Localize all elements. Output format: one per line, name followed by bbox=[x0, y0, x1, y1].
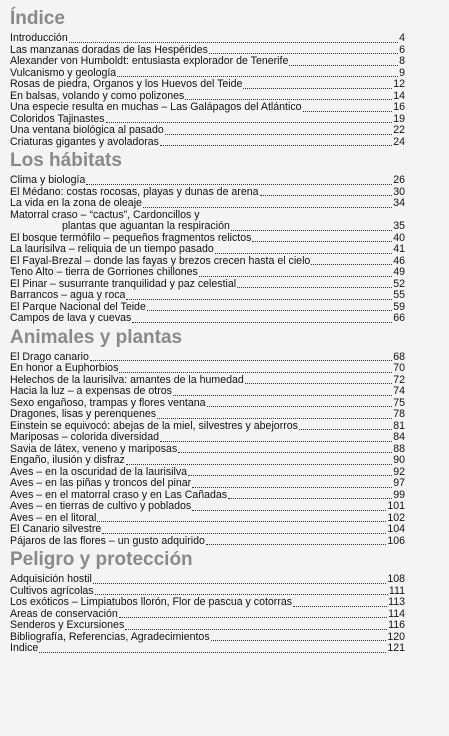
toc-entry[interactable] bbox=[10, 513, 405, 525]
toc-entry[interactable] bbox=[10, 279, 405, 291]
toc-entry[interactable] bbox=[10, 198, 405, 210]
dot-leader bbox=[299, 428, 392, 430]
entry-page-number: 111 bbox=[388, 584, 405, 597]
dot-leader bbox=[90, 359, 392, 361]
entry-title: El Canario silvestre bbox=[10, 524, 102, 535]
toc-entry[interactable] bbox=[10, 386, 405, 398]
entry-title: Pájaros de las flores – un gusto adquirido bbox=[10, 535, 205, 547]
entry-title: Los exóticos – Limpiatubos llorón, Flor de pascua y cotorras bbox=[10, 597, 293, 608]
entry-page-number: 108 bbox=[387, 573, 405, 585]
entry-title: Alexander von Humboldt: entusiasta explorador de Tenerife bbox=[10, 56, 289, 67]
entry-page-number: 52 bbox=[393, 277, 405, 290]
entry-title: Senderos y Excursiones bbox=[10, 620, 125, 631]
toc-entry[interactable] bbox=[10, 256, 405, 268]
entry-page-number: 72 bbox=[393, 373, 405, 386]
dot-leader bbox=[39, 651, 386, 653]
entry-title: Einstein se equivocó: abejas de la miel, silvestres y abejorros bbox=[10, 420, 298, 432]
entry-page-number: 75 bbox=[393, 396, 405, 409]
entry-title: La laurisilva – reliquia de un tiempo pasado bbox=[10, 244, 214, 255]
toc-entry[interactable] bbox=[10, 375, 405, 387]
toc-section bbox=[10, 150, 405, 325]
toc-entry[interactable] bbox=[10, 467, 405, 479]
dot-leader bbox=[157, 417, 392, 419]
toc-entry[interactable] bbox=[10, 233, 405, 245]
dot-leader bbox=[237, 286, 392, 288]
entry-title: Introducción bbox=[10, 33, 68, 44]
toc-entry[interactable] bbox=[10, 91, 405, 103]
toc-entry[interactable] bbox=[10, 267, 405, 279]
entry-page-number: 90 bbox=[393, 454, 405, 466]
entry-title: Engaño, ilusión y disfraz bbox=[10, 455, 125, 466]
entry-page-number: 106 bbox=[387, 534, 405, 547]
section-title: Los hábitats bbox=[10, 150, 122, 171]
toc-entry[interactable] bbox=[10, 68, 405, 80]
toc-list bbox=[10, 175, 405, 325]
toc-entry[interactable] bbox=[10, 102, 405, 114]
entry-page-number: 55 bbox=[393, 289, 405, 301]
toc-entry[interactable] bbox=[10, 574, 405, 586]
toc-entry[interactable] bbox=[10, 597, 405, 609]
section-title: Índice bbox=[10, 8, 65, 29]
entry-title: En balsas, volando y como polizones bbox=[10, 90, 185, 102]
entry-page-number: 6 bbox=[399, 43, 405, 56]
entry-title: El Fayal-Brezal – donde las fayas y brezos crecen hasta el cielo bbox=[10, 255, 311, 267]
toc-entry[interactable] bbox=[10, 620, 405, 632]
toc-list bbox=[10, 352, 405, 548]
toc-entry[interactable] bbox=[10, 137, 405, 149]
entry-page-number: 12 bbox=[393, 78, 405, 90]
entry-title: El Médano: costas rocosas, playas y dunas de arena bbox=[10, 186, 259, 198]
toc-entry[interactable] bbox=[10, 398, 405, 410]
dot-leader bbox=[243, 87, 392, 89]
toc-entry[interactable] bbox=[10, 632, 405, 644]
toc-entry[interactable] bbox=[10, 114, 405, 126]
dot-leader bbox=[102, 532, 386, 534]
dot-leader bbox=[192, 486, 392, 488]
toc-entry[interactable] bbox=[10, 501, 405, 513]
entry-page-number: 4 bbox=[399, 32, 405, 44]
entry-title: Rosas de piedra, Órganos y los Huevos del Teide bbox=[10, 79, 243, 90]
entry-page-number: 66 bbox=[393, 312, 405, 324]
entry-page-number: 68 bbox=[393, 350, 405, 363]
entry-title: Barrancos – agua y roca bbox=[10, 290, 126, 301]
entry-page-number: 97 bbox=[393, 477, 405, 489]
dot-leader bbox=[173, 394, 392, 396]
entry-title: Cultivos agrícolas bbox=[10, 585, 94, 597]
entry-page-number: 104 bbox=[387, 523, 405, 535]
toc-entry[interactable] bbox=[10, 363, 405, 375]
entry-page-number: 70 bbox=[393, 362, 405, 374]
dot-leader bbox=[119, 616, 387, 618]
entry-title: Hacia la luz – a expensas de otros bbox=[10, 386, 172, 397]
entry-page-number: 34 bbox=[393, 197, 405, 209]
toc-entry[interactable] bbox=[10, 210, 405, 233]
toc-entry[interactable] bbox=[10, 352, 405, 364]
toc-entry[interactable] bbox=[10, 609, 405, 621]
entry-page-number: 113 bbox=[388, 596, 405, 608]
toc-entry[interactable] bbox=[10, 244, 405, 256]
entry-title: Savia de látex, veneno y mariposas bbox=[10, 443, 178, 455]
entry-page-number: 114 bbox=[388, 607, 405, 620]
dot-leader bbox=[86, 183, 392, 185]
entry-title: Las manzanas doradas de las Hespérides bbox=[10, 44, 208, 56]
section-title: Peligro y protección bbox=[10, 549, 193, 570]
entry-page-number: 8 bbox=[399, 55, 405, 67]
entry-page-number: 14 bbox=[393, 89, 405, 102]
dot-leader bbox=[126, 298, 392, 300]
dot-leader bbox=[126, 463, 392, 465]
dot-leader bbox=[147, 309, 392, 311]
entry-title: Dragones, lisas y perenquenes bbox=[10, 409, 157, 420]
entry-page-number: 9 bbox=[399, 66, 405, 79]
entry-title: Aves – en el litoral bbox=[10, 512, 97, 524]
dot-leader bbox=[215, 252, 392, 254]
entry-page-number: 35 bbox=[393, 220, 405, 232]
entry-page-number: 26 bbox=[393, 174, 405, 186]
dot-leader bbox=[209, 52, 398, 54]
dot-leader bbox=[228, 497, 392, 499]
entry-page-number: 121 bbox=[387, 642, 405, 654]
toc-entry[interactable] bbox=[10, 125, 405, 137]
entry-page-number: 41 bbox=[393, 243, 405, 255]
entry-title: Vulcanismo y geología bbox=[10, 67, 117, 79]
toc-entry[interactable] bbox=[10, 444, 405, 456]
entry-page-number: 81 bbox=[393, 419, 405, 432]
dot-leader bbox=[125, 628, 387, 630]
section-title: Animales y plantas bbox=[10, 326, 183, 348]
toc-entry[interactable] bbox=[10, 175, 405, 187]
entry-title: Campos de lava y cuevas bbox=[10, 313, 132, 324]
entry-title: Helechos de la laurisilva: amantes de la humedad bbox=[10, 374, 244, 386]
toc-entry[interactable] bbox=[10, 187, 405, 199]
toc-entry[interactable] bbox=[10, 586, 405, 598]
dot-leader bbox=[188, 474, 392, 476]
entry-page-number: 59 bbox=[393, 300, 405, 313]
entry-page-number: 16 bbox=[393, 101, 405, 113]
dot-leader bbox=[245, 382, 392, 384]
entry-title: Una especie resulta en muchas – Las Galápagos del Atlántico bbox=[10, 102, 302, 113]
dot-leader bbox=[178, 451, 392, 453]
toc-section bbox=[10, 8, 405, 148]
entry-page-number: 78 bbox=[393, 408, 405, 420]
entry-title: Aves – en tierras de cultivo y poblados bbox=[10, 501, 192, 512]
toc-entry[interactable] bbox=[10, 432, 405, 444]
entry-page-number: 49 bbox=[393, 266, 405, 278]
toc-entry[interactable] bbox=[10, 455, 405, 467]
dot-leader bbox=[93, 582, 386, 584]
dot-leader bbox=[206, 543, 386, 545]
entry-page-number: 30 bbox=[393, 185, 405, 198]
entry-page-number: 92 bbox=[393, 465, 405, 478]
entry-title: La vida en la zona de oleaje bbox=[10, 198, 142, 209]
dot-leader bbox=[207, 405, 393, 407]
dot-leader bbox=[192, 509, 386, 511]
entry-title: Índice bbox=[10, 643, 39, 654]
toc-entry[interactable] bbox=[10, 290, 405, 302]
entry-page-number: 116 bbox=[388, 619, 405, 631]
toc-section bbox=[10, 327, 405, 548]
entry-title: Sexo engañoso, trampas y flores ventana bbox=[10, 397, 206, 409]
dot-leader bbox=[132, 321, 392, 323]
entry-title: El Pinar – susurrante tranquilidad y paz celestial bbox=[10, 278, 237, 290]
dot-leader bbox=[231, 229, 392, 231]
toc-entry[interactable] bbox=[10, 313, 405, 325]
toc-entry[interactable] bbox=[10, 490, 405, 502]
entry-title: Criaturas gigantes y avoladoras bbox=[10, 136, 159, 148]
dot-leader bbox=[106, 121, 393, 123]
dot-leader bbox=[293, 605, 387, 607]
toc-section bbox=[10, 549, 405, 655]
entry-title: El Parque Nacional del Teide bbox=[10, 301, 146, 313]
toc-entry[interactable] bbox=[10, 536, 405, 548]
entry-page-number: 88 bbox=[393, 442, 405, 455]
entry-page-number: 120 bbox=[387, 630, 405, 643]
dot-leader bbox=[252, 240, 392, 242]
entry-title: Bibliografía, Referencias, Agradecimientos bbox=[10, 631, 210, 643]
toc-list bbox=[10, 33, 405, 148]
entry-page-number: 24 bbox=[393, 135, 405, 148]
dot-leader bbox=[199, 275, 392, 277]
entry-title: En honor a Euphorbios bbox=[10, 363, 119, 374]
entry-title: Coloridos Tajinastes bbox=[10, 113, 105, 125]
toc-entry[interactable] bbox=[10, 421, 405, 433]
entry-title: Una ventana biológica al pasado bbox=[10, 125, 164, 136]
toc-entry[interactable] bbox=[10, 56, 405, 68]
toc-entry[interactable] bbox=[10, 79, 405, 91]
dot-leader bbox=[211, 639, 387, 641]
entry-page-number: 99 bbox=[393, 488, 405, 501]
dot-leader bbox=[165, 133, 392, 135]
dot-leader bbox=[160, 144, 392, 146]
dot-leader bbox=[303, 110, 393, 112]
entry-page-number: 19 bbox=[393, 112, 405, 125]
entry-title: El Drago canario bbox=[10, 351, 89, 363]
dot-leader bbox=[311, 263, 392, 265]
toc-entry[interactable] bbox=[10, 33, 405, 45]
dot-leader bbox=[160, 440, 392, 442]
toc-entry[interactable] bbox=[10, 524, 405, 536]
entry-title-continued: plantas que aguantan la respiración bbox=[62, 220, 230, 232]
entry-page-number: 46 bbox=[393, 254, 405, 267]
dot-leader bbox=[95, 593, 388, 595]
toc-entry[interactable] bbox=[10, 643, 405, 655]
entry-title: Aves – en la oscuridad de la laurisilva bbox=[10, 466, 188, 478]
entry-title-continuation-row bbox=[10, 221, 405, 233]
toc-entry[interactable] bbox=[10, 409, 405, 421]
toc-entry[interactable] bbox=[10, 302, 405, 314]
entry-title: Adquisición hostil bbox=[10, 574, 92, 585]
entry-title: Mariposas – colorida diversidad bbox=[10, 432, 159, 443]
dot-leader bbox=[289, 64, 398, 66]
entry-page-number: 22 bbox=[393, 124, 405, 136]
dot-leader bbox=[185, 98, 392, 100]
toc-entry[interactable] bbox=[10, 478, 405, 490]
dot-leader bbox=[260, 194, 393, 196]
entry-title: Aves – en las piñas y troncos del pinar bbox=[10, 478, 192, 489]
entry-page-number: 74 bbox=[393, 385, 405, 397]
entry-title: Clima y biología bbox=[10, 175, 86, 186]
entry-page-number: 40 bbox=[393, 231, 405, 244]
entry-page-number: 101 bbox=[387, 500, 405, 512]
entry-title: El bosque termófilo – pequeños fragmentos relictos bbox=[10, 232, 252, 244]
entry-title: Teno Alto – tierra de Gorriones chillones bbox=[10, 267, 198, 278]
dot-leader bbox=[117, 75, 398, 77]
entry-page-number: 84 bbox=[393, 431, 405, 443]
dot-leader bbox=[97, 520, 386, 522]
entry-title: Aves – en el matorral craso y en Las Cañadas bbox=[10, 489, 228, 501]
entry-page-number: 102 bbox=[387, 511, 405, 524]
toc-entry[interactable] bbox=[10, 45, 405, 57]
dot-leader bbox=[119, 371, 392, 373]
entry-title: Áreas de conservación bbox=[10, 608, 118, 620]
dot-leader bbox=[69, 41, 398, 43]
dot-leader bbox=[143, 206, 392, 208]
toc-list bbox=[10, 574, 405, 655]
entry-title: Matorral craso – “cactus”, Cardoncillos y bbox=[10, 208, 200, 221]
